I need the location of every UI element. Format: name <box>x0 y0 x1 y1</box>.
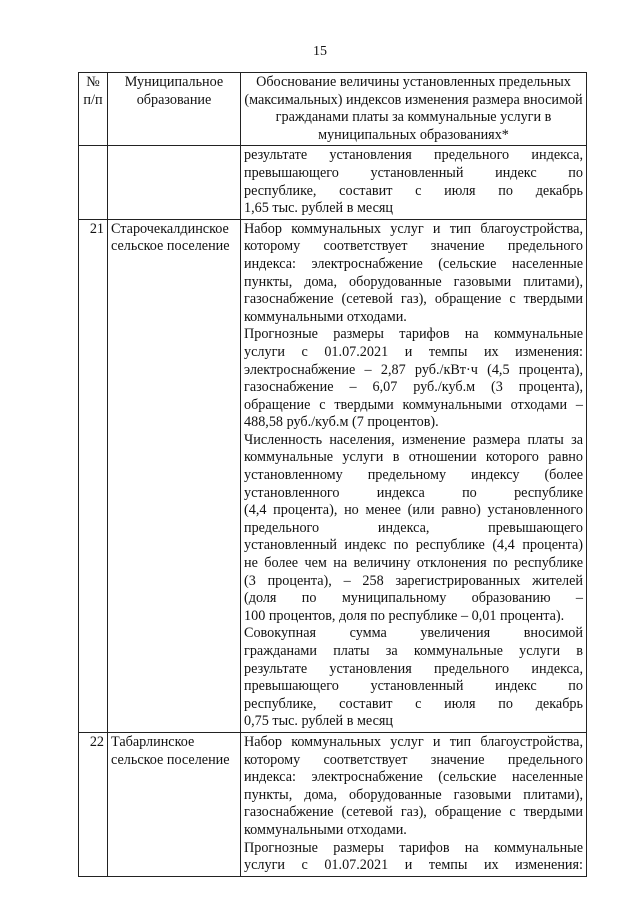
text-line: превышающего установленный индекс по <box>244 678 583 695</box>
text-line: Прогнозные размеры тарифов на коммунальные <box>244 326 583 343</box>
text-line: пункты, дома, оборудованные газовыми плитами), <box>244 273 583 290</box>
text-line: Набор коммунальных услуг и тип благоустройства, <box>244 733 583 750</box>
text-line: которому соответствует значение предельного <box>244 751 583 768</box>
text-line: индекса: электроснабжение (сельские населенные <box>244 769 583 786</box>
text-line: коммунальными отходами. <box>244 308 407 325</box>
text-line: 488,58 руб./куб.м (7 процентов). <box>244 414 439 431</box>
text-line: (4,4 процента), но менее (или равно) установленного <box>244 502 583 519</box>
text-line: установленного индекса по республике <box>244 484 583 501</box>
text-line: услуги с 01.07.2021 и темпы их изменения: <box>244 343 583 360</box>
text-line: результате установления предельного индекса, <box>244 147 583 164</box>
text-line: установленному предельному индексу (более <box>244 467 583 484</box>
text-line: электроснабжение – 2,87 руб./кВт·ч (4,5 процента), <box>244 361 583 378</box>
text-line: (3 процента), – 258 зарегистрированных жителей <box>244 572 583 589</box>
cell-municipality-empty <box>108 146 241 219</box>
header-justification: Обоснование величины установленных предельных (максимальных) индексов изменения размера вносимой гражданами платы за коммунальные услуги в муниципальных образованиях* <box>241 73 587 146</box>
text-line: газоснабжение (сетевой газ), обращение с твердыми <box>244 804 583 821</box>
text-line: установленный индекс по республике (4,4 процента) <box>244 537 583 554</box>
text-line: гражданами платы за коммунальные услуги в <box>244 643 583 659</box>
cell-justification <box>241 219 587 732</box>
text-line: не более чем на величину отклонения по республике <box>244 555 583 572</box>
text-line: газоснабжение (сетевой газ), обращение с твердыми <box>244 291 583 308</box>
text-line: (доля по муниципальному образованию – <box>244 590 583 607</box>
text-line: пункты, дома, оборудованные газовыми плитами), <box>244 786 583 803</box>
text-line: республике, составит с июля по декабрь <box>244 695 583 712</box>
text-line: обращение с твердыми коммунальными отходами – <box>244 396 583 413</box>
table-row <box>79 732 587 876</box>
text-line: республике, составит с июля по декабрь <box>244 182 583 199</box>
text-line: превышающего установленный индекс по <box>244 164 583 181</box>
text-line: Совокупная сумма увеличения вносимой <box>244 625 583 642</box>
cell-justification <box>241 732 587 876</box>
table-row-continuation <box>79 146 587 219</box>
page-number: 15 <box>313 44 327 59</box>
cell-num: 21 <box>79 219 108 732</box>
text-line: результате установления предельного индекса, <box>244 660 583 677</box>
text-line: услуги с 01.07.2021 и темпы их изменения: <box>244 857 583 874</box>
header-municipality: Муниципальное образование <box>108 73 241 146</box>
text-line: 1,65 тыс. рублей в месяц <box>244 200 393 217</box>
text-line: предельного индекса, превышающего <box>244 519 583 536</box>
text-line: Набор коммунальных услуг и тип благоустройства, <box>244 220 583 237</box>
cell-municipality: Табарлинское сельское поселение <box>108 732 241 876</box>
text-line: коммунальными отходами. <box>244 821 407 838</box>
cell-num-empty <box>79 146 108 219</box>
tariff-justification-table <box>78 72 587 877</box>
cell-municipality: Старочекалдинское сельское поселение <box>108 219 241 732</box>
table-row <box>79 219 587 732</box>
cell-justification-continuation <box>241 146 587 219</box>
text-line: которому соответствует значение предельного <box>244 238 583 255</box>
text-line: 0,75 тыс. рублей в месяц <box>244 713 393 730</box>
text-line: индекса: электроснабжение (сельские населенные <box>244 255 583 272</box>
text-line: газоснабжение – 6,07 руб./куб.м (3 процента), <box>244 379 583 396</box>
text-line: Численность населения, изменение размера платы за <box>244 431 583 448</box>
text-line: коммунальные услуги в отношении которого равно <box>244 449 583 466</box>
text-line: Прогнозные размеры тарифов на коммунальные <box>244 839 583 856</box>
table-header-row <box>79 73 587 146</box>
cell-num: 22 <box>79 732 108 876</box>
header-num: № п/п <box>79 73 108 146</box>
text-line: 100 процентов, доля по республике – 0,01 процента). <box>244 607 565 624</box>
